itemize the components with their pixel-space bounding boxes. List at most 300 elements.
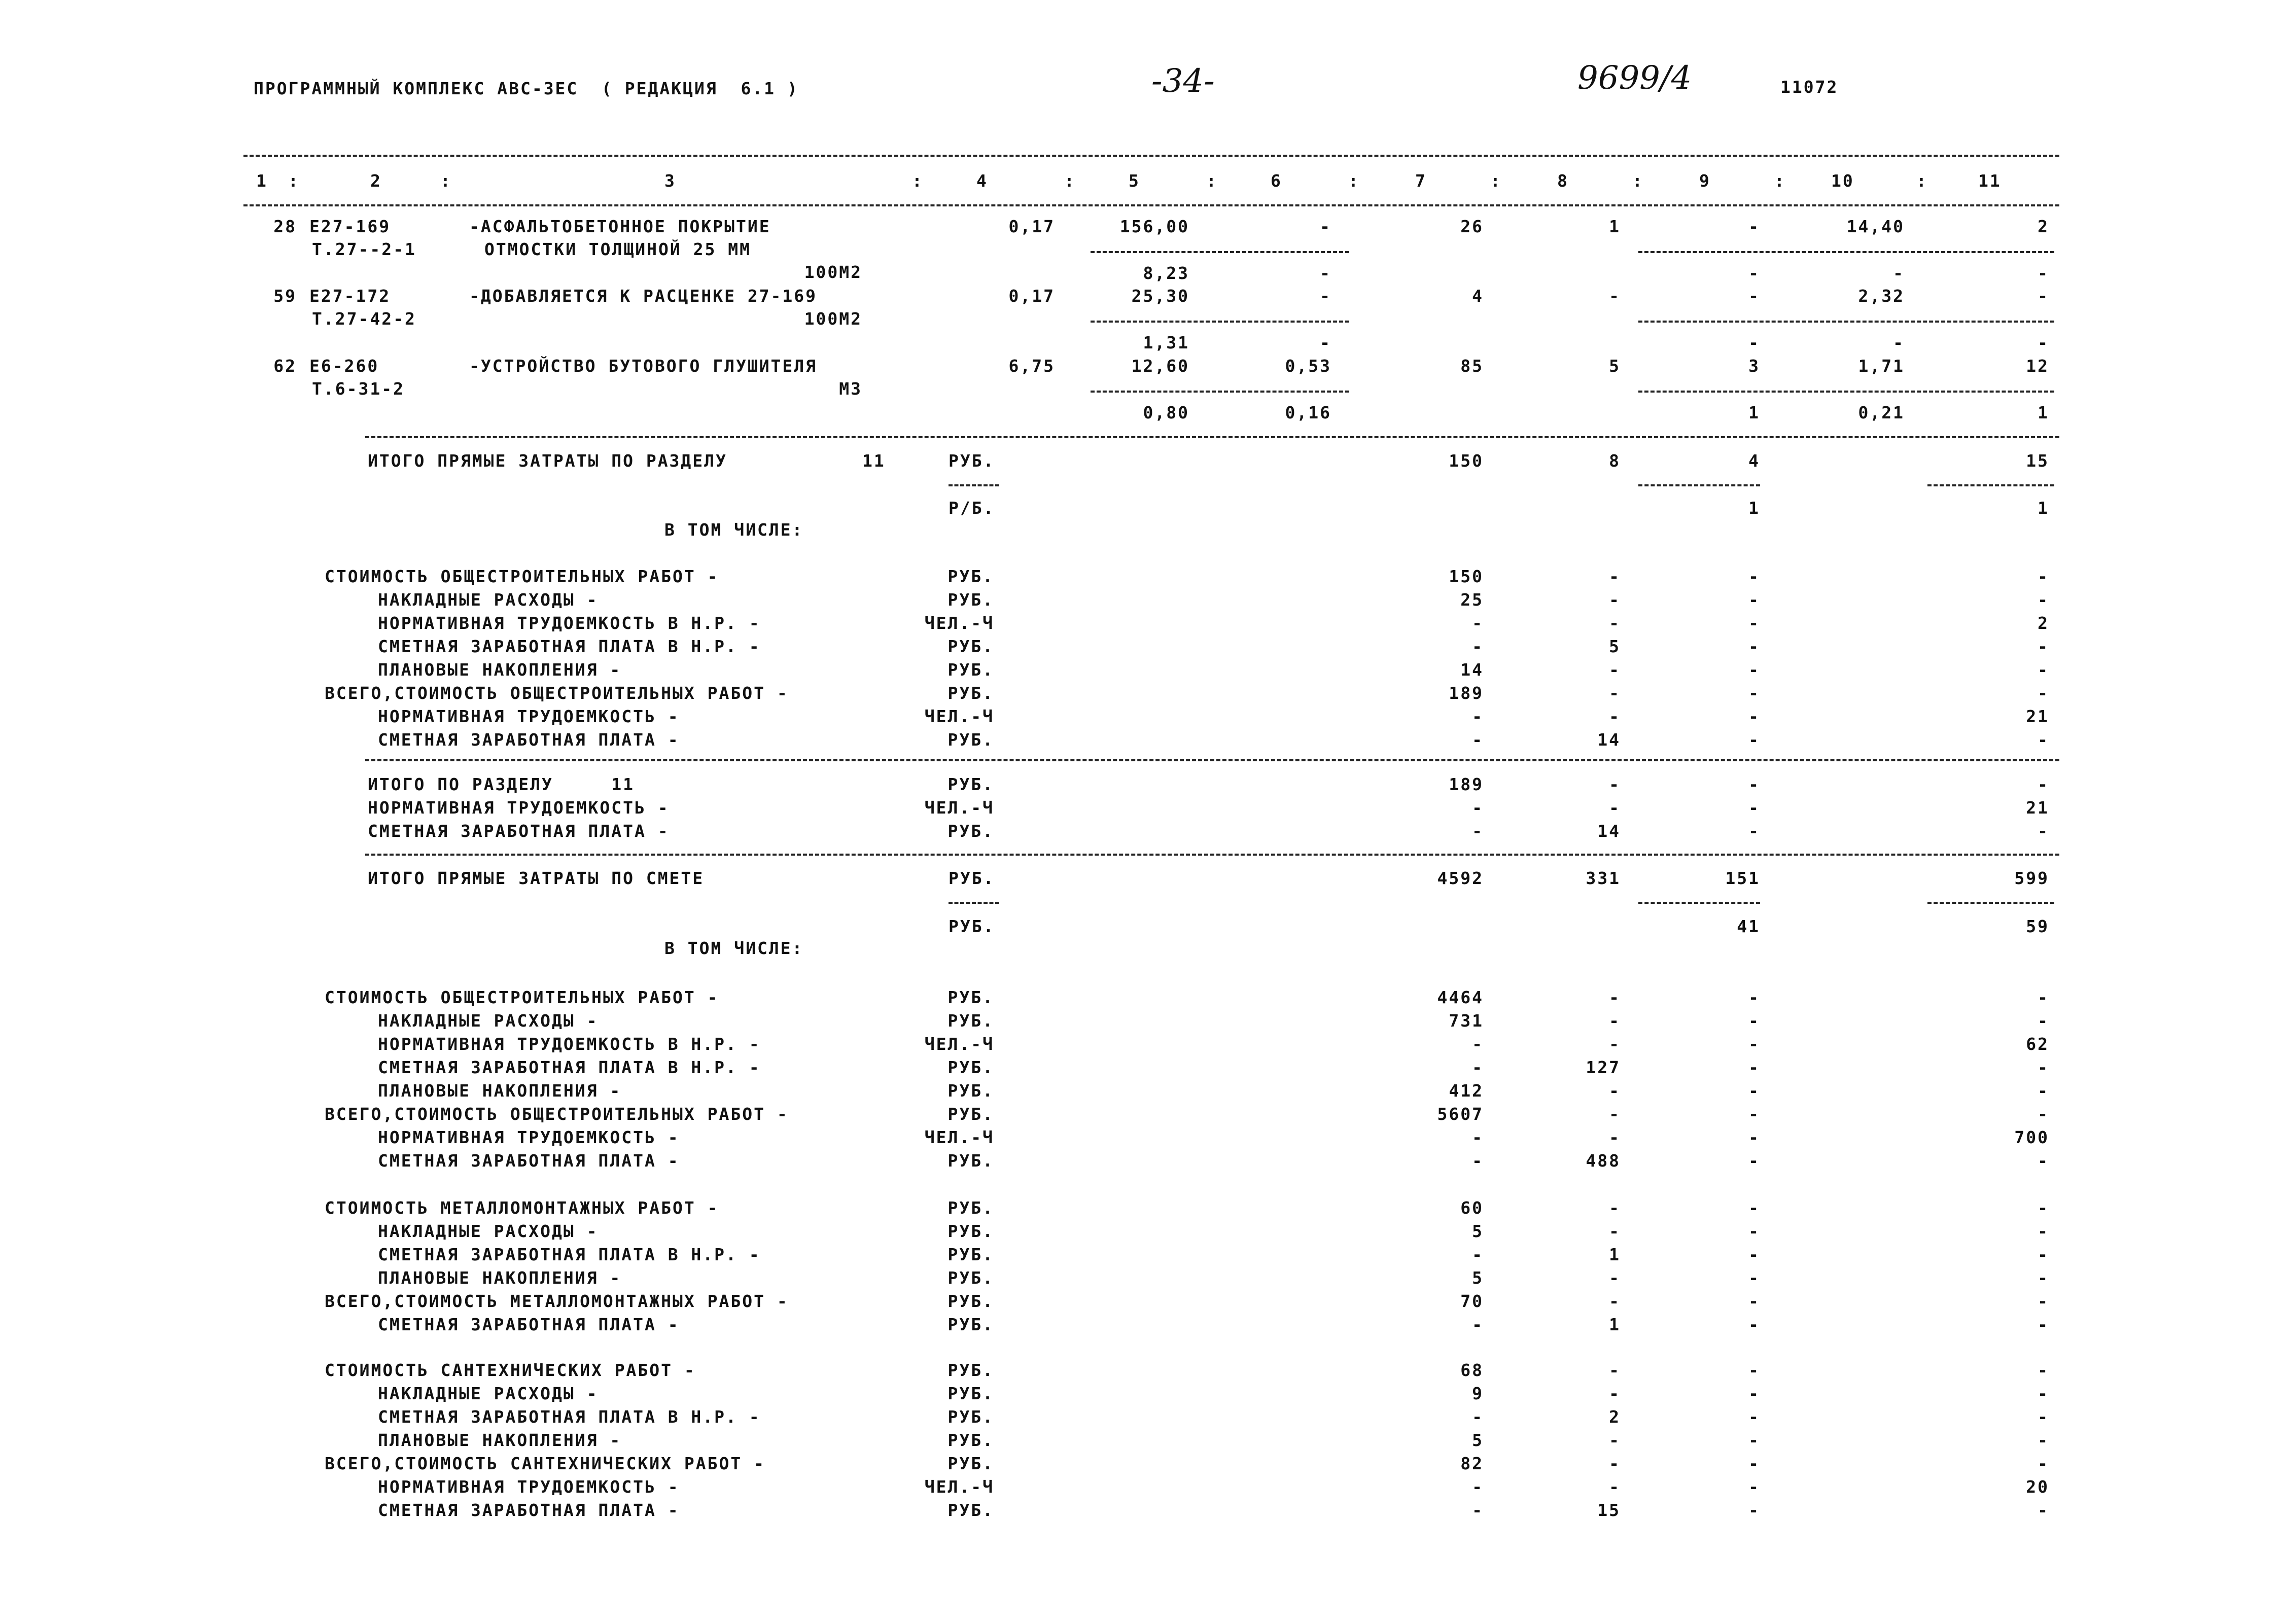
- summary-wage: 14: [1597, 730, 1621, 750]
- item-labor-machine-total: 1: [2038, 403, 2049, 422]
- summary-machine: -: [1748, 707, 1760, 726]
- summary-label: ВСЕГО,СТОИМОСТЬ МЕТАЛЛОМОНТАЖНЫХ РАБОТ -: [325, 1291, 789, 1311]
- col-7: 7: [1415, 171, 1427, 191]
- summary-cost: -: [1472, 730, 1484, 750]
- summary-label: ИТОГО ПО РАЗДЕЛУ 11: [368, 774, 635, 794]
- summary-labor: -: [2038, 590, 2049, 610]
- summary-unit: РУБ.: [948, 821, 994, 841]
- summary-unit: ЧЕЛ.-Ч: [924, 1127, 994, 1147]
- summary-wage: -: [1609, 1268, 1621, 1288]
- item-unit: 100М2: [804, 309, 862, 329]
- summary-cost: -: [1472, 1057, 1484, 1077]
- rule: [1638, 902, 1760, 904]
- summary-unit: РУБ.: [948, 637, 994, 656]
- summary-cost: -: [1472, 1034, 1484, 1054]
- summary-wage: 5: [1609, 637, 1621, 656]
- item-price: 156,00: [1119, 217, 1189, 236]
- item-code: Е27-169: [309, 217, 391, 236]
- summary-unit: ЧЕЛ.-Ч: [924, 613, 994, 633]
- section-total-unit: РУБ.: [949, 451, 995, 471]
- summary-unit: РУБ.: [948, 1315, 994, 1334]
- summary-wage: -: [1609, 683, 1621, 703]
- summary-unit: РУБ.: [948, 774, 994, 794]
- summary-labor: -: [2038, 1081, 2049, 1101]
- item-machine-total: -: [1748, 217, 1760, 236]
- summary-label: НАКЛАДНЫЕ РАСХОДЫ -: [378, 1221, 599, 1241]
- rule: [1638, 391, 2054, 393]
- summary-label: СМЕТНАЯ ЗАРАБОТНАЯ ПЛАТА В Н.Р. -: [378, 1245, 761, 1264]
- summary-labor: -: [2038, 1268, 2049, 1288]
- item-machine-wage: -: [1320, 263, 1331, 283]
- item-description: -УСТРОЙСТВО БУТОВОГО ГЛУШИТЕЛЯ: [469, 356, 818, 376]
- rule: [365, 436, 2059, 438]
- summary-unit: РУБ.: [948, 590, 994, 610]
- item-labor-total: -: [2038, 286, 2049, 306]
- summary-machine: -: [1748, 1500, 1760, 1520]
- item-description-line2: ОТМОСТКИ ТОЛЩИНОЙ 25 ММ: [484, 239, 751, 259]
- item-quantity: 0,17: [1008, 217, 1055, 236]
- summary-cost: -: [1472, 1315, 1484, 1334]
- item-machine-wage-total: -: [1748, 333, 1760, 352]
- col-8: 8: [1557, 171, 1569, 191]
- summary-labor: -: [2038, 730, 2049, 750]
- summary-wage: -: [1609, 987, 1621, 1007]
- summary-label: НОРМАТИВНАЯ ТРУДОЕМКОСТЬ В Н.Р. -: [378, 1034, 761, 1054]
- summary-cost: -: [1472, 798, 1484, 818]
- item-description: -АСФАЛЬТОБЕТОННОЕ ПОКРЫТИЕ: [469, 217, 771, 236]
- item-quantity: 6,75: [1008, 356, 1055, 376]
- page-number: -34-: [1151, 62, 1215, 100]
- summary-unit: РУБ.: [948, 1500, 994, 1520]
- col-9: 9: [1699, 171, 1711, 191]
- item-machine-wage: -: [1320, 333, 1331, 352]
- summary-machine: -: [1748, 590, 1760, 610]
- summary-label: НАКЛАДНЫЕ РАСХОДЫ -: [378, 1384, 599, 1403]
- summary-labor: -: [2038, 774, 2049, 794]
- summary-machine: -: [1748, 1151, 1760, 1171]
- item-machine-total: -: [1748, 286, 1760, 306]
- summary-wage: 2: [1609, 1407, 1621, 1427]
- summary-cost: 68: [1460, 1360, 1484, 1380]
- item-labor: 14,40: [1846, 217, 1905, 236]
- summary-machine: -: [1748, 1268, 1760, 1288]
- summary-unit: РУБ.: [948, 1291, 994, 1311]
- summary-label: НОРМАТИВНАЯ ТРУДОЕМКОСТЬ В Н.Р. -: [378, 613, 761, 633]
- item-labor: 2,32: [1858, 286, 1905, 306]
- document-number: 9699/4: [1577, 59, 1692, 97]
- summary-labor: -: [2038, 1500, 2049, 1520]
- estimate-total-unit: РУБ.: [949, 868, 995, 888]
- summary-label: СМЕТНАЯ ЗАРАБОТНАЯ ПЛАТА -: [378, 1151, 680, 1171]
- summary-labor: 20: [2026, 1477, 2049, 1497]
- item-labor-machine: -: [1893, 263, 1905, 283]
- summary-labor: -: [2038, 987, 2049, 1007]
- summary-unit: РУБ.: [948, 987, 994, 1007]
- summary-wage: -: [1609, 1081, 1621, 1101]
- summary-unit: РУБ.: [948, 1104, 994, 1124]
- summary-machine: -: [1748, 1360, 1760, 1380]
- item-labor-machine-total: -: [2038, 263, 2049, 283]
- summary-unit: РУБ.: [948, 1198, 994, 1218]
- summary-labor: -: [2038, 1454, 2049, 1473]
- summary-labor: -: [2038, 1291, 2049, 1311]
- summary-label: НОРМАТИВНАЯ ТРУДОЕМКОСТЬ -: [378, 1127, 680, 1147]
- summary-labor: -: [2038, 1104, 2049, 1124]
- summary-unit: РУБ.: [948, 1057, 994, 1077]
- summary-cost: 5: [1472, 1221, 1484, 1241]
- estimate-total-cost: 4592: [1437, 868, 1484, 888]
- summary-wage: -: [1609, 1454, 1621, 1473]
- section-total-machine: 4: [1748, 451, 1760, 471]
- section-number: 11: [862, 451, 886, 471]
- summary-label: ПЛАНОВЫЕ НАКОПЛЕНИЯ -: [378, 1268, 622, 1288]
- summary-label: ПЛАНОВЫЕ НАКОПЛЕНИЯ -: [378, 1430, 622, 1450]
- summary-labor: -: [2038, 1430, 2049, 1450]
- summary-labor: -: [2038, 821, 2049, 841]
- summary-label: СМЕТНАЯ ЗАРАБОТНАЯ ПЛАТА -: [378, 730, 680, 750]
- summary-label: ВСЕГО,СТОИМОСТЬ ОБЩЕСТРОИТЕЛЬНЫХ РАБОТ -: [325, 1104, 789, 1124]
- summary-wage: 14: [1597, 821, 1621, 841]
- summary-unit: ЧЕЛ.-Ч: [924, 1477, 994, 1497]
- rule: [1638, 251, 2054, 253]
- summary-machine: -: [1748, 567, 1760, 586]
- summary-label: НОРМАТИВНАЯ ТРУДОЕМКОСТЬ -: [378, 707, 680, 726]
- item-price-wage: 8,23: [1143, 263, 1189, 283]
- item-labor-machine: -: [1893, 333, 1905, 352]
- item-code-ref: Т.6-31-2: [312, 379, 405, 399]
- rule: [949, 902, 999, 904]
- summary-cost: -: [1472, 1245, 1484, 1264]
- item-number: 62: [273, 356, 297, 376]
- item-code-ref: Т.27-42-2: [312, 309, 416, 329]
- estimate-total-label: ИТОГО ПРЯМЫЕ ЗАТРАТЫ ПО СМЕТЕ: [368, 868, 705, 888]
- summary-unit: РУБ.: [948, 1430, 994, 1450]
- summary-machine: -: [1748, 821, 1760, 841]
- summary-labor: -: [2038, 1245, 2049, 1264]
- summary-machine: -: [1748, 613, 1760, 633]
- summary-labor: -: [2038, 1151, 2049, 1171]
- summary-wage: -: [1609, 1034, 1621, 1054]
- rule: [1638, 321, 2054, 323]
- rule: [365, 759, 2059, 761]
- summary-wage: 127: [1586, 1057, 1621, 1077]
- summary-wage: -: [1609, 1198, 1621, 1218]
- summary-labor: -: [2038, 660, 2049, 680]
- summary-label: СТОИМОСТЬ ОБЩЕСТРОИТЕЛЬНЫХ РАБОТ -: [325, 987, 719, 1007]
- program-title: ПРОГРАММНЫЙ КОМПЛЕКС АВС-ЗЕС ( РЕДАКЦИЯ 6.1 ): [254, 79, 799, 98]
- summary-machine: -: [1748, 798, 1760, 818]
- col-1: 1: [256, 171, 268, 191]
- item-total: 4: [1472, 286, 1484, 306]
- item-machine-wage-total: -: [1748, 263, 1760, 283]
- summary-machine: -: [1748, 1291, 1760, 1311]
- item-price-wage: 1,31: [1143, 333, 1189, 352]
- summary-label: СТОИМОСТЬ САНТЕХНИЧЕСКИХ РАБОТ -: [325, 1360, 696, 1380]
- summary-machine: -: [1748, 637, 1760, 656]
- document-code: 11072: [1780, 77, 1839, 97]
- summary-machine: -: [1748, 1011, 1760, 1031]
- summary-label: СМЕТНАЯ ЗАРАБОТНАЯ ПЛАТА -: [378, 1315, 680, 1334]
- summary-unit: РУБ.: [948, 567, 994, 586]
- estimate-total-labor: 599: [2014, 868, 2049, 888]
- rule: [949, 484, 999, 486]
- col-6: 6: [1271, 171, 1282, 191]
- summary-wage: 15: [1597, 1500, 1621, 1520]
- including-heading: В ТОМ ЧИСЛЕ:: [664, 938, 804, 958]
- section-total-machine-2: 1: [1748, 498, 1760, 518]
- item-number: 28: [273, 217, 297, 236]
- summary-machine: -: [1748, 1477, 1760, 1497]
- summary-machine: -: [1748, 1127, 1760, 1147]
- summary-wage: -: [1609, 1104, 1621, 1124]
- summary-cost: 4464: [1437, 987, 1484, 1007]
- summary-machine: -: [1748, 1407, 1760, 1427]
- summary-unit: РУБ.: [948, 1384, 994, 1403]
- summary-label: СМЕТНАЯ ЗАРАБОТНАЯ ПЛАТА В Н.Р. -: [378, 1057, 761, 1077]
- section-total-unit-2: Р/Б.: [949, 498, 995, 518]
- summary-machine: -: [1748, 683, 1760, 703]
- summary-labor: -: [2038, 567, 2049, 586]
- item-labor: 1,71: [1858, 356, 1905, 376]
- summary-unit: РУБ.: [948, 1081, 994, 1101]
- item-unit: 100М2: [804, 262, 862, 282]
- summary-label: СМЕТНАЯ ЗАРАБОТНАЯ ПЛАТА В Н.Р. -: [378, 1407, 761, 1427]
- summary-wage: -: [1609, 660, 1621, 680]
- summary-unit: РУБ.: [948, 1245, 994, 1264]
- summary-machine: -: [1748, 774, 1760, 794]
- item-price: 25,30: [1131, 286, 1189, 306]
- item-price: 12,60: [1131, 356, 1189, 376]
- rule: [1091, 391, 1349, 393]
- summary-labor: -: [2038, 1384, 2049, 1403]
- summary-cost: 150: [1449, 567, 1484, 586]
- rule: [1927, 484, 2054, 486]
- col-11: 11: [1978, 171, 2002, 191]
- item-code: Е6-260: [309, 356, 379, 376]
- estimate-total-unit-2: РУБ.: [949, 916, 995, 936]
- summary-unit: ЧЕЛ.-Ч: [924, 707, 994, 726]
- summary-labor: -: [2038, 1057, 2049, 1077]
- item-price-wage: 0,80: [1143, 403, 1189, 422]
- summary-label: СМЕТНАЯ ЗАРАБОТНАЯ ПЛАТА В Н.Р. -: [378, 637, 761, 656]
- summary-labor: -: [2038, 1407, 2049, 1427]
- item-number: 59: [273, 286, 297, 306]
- item-total: 85: [1460, 356, 1484, 376]
- summary-cost: 9: [1472, 1384, 1484, 1403]
- summary-labor: -: [2038, 637, 2049, 656]
- summary-label: НОРМАТИВНАЯ ТРУДОЕМКОСТЬ -: [368, 798, 670, 818]
- summary-unit: РУБ.: [948, 1011, 994, 1031]
- including-heading: В ТОМ ЧИСЛЕ:: [664, 520, 804, 540]
- col-3: 3: [664, 171, 676, 191]
- summary-cost: 5607: [1437, 1104, 1484, 1124]
- summary-wage: -: [1609, 567, 1621, 586]
- summary-wage: -: [1609, 613, 1621, 633]
- summary-cost: -: [1472, 1127, 1484, 1147]
- item-code: Е27-172: [309, 286, 391, 306]
- col-2: 2: [370, 171, 382, 191]
- rule: [365, 854, 2059, 856]
- summary-label: НОРМАТИВНАЯ ТРУДОЕМКОСТЬ -: [378, 1477, 680, 1497]
- item-labor-total: 2: [2038, 217, 2049, 236]
- col-10: 10: [1831, 171, 1854, 191]
- summary-unit: РУБ.: [948, 1360, 994, 1380]
- estimate-total-wage: 331: [1586, 868, 1621, 888]
- section-total-cost: 150: [1449, 451, 1484, 471]
- summary-cost: 70: [1460, 1291, 1484, 1311]
- summary-machine: -: [1748, 1315, 1760, 1334]
- summary-wage: -: [1609, 707, 1621, 726]
- summary-cost: -: [1472, 1151, 1484, 1171]
- item-machine: -: [1320, 286, 1331, 306]
- summary-cost: 189: [1449, 774, 1484, 794]
- item-machine: 0,53: [1285, 356, 1331, 376]
- summary-labor: 21: [2026, 798, 2049, 818]
- summary-label: ПЛАНОВЫЕ НАКОПЛЕНИЯ -: [378, 1081, 622, 1101]
- summary-machine: -: [1748, 1454, 1760, 1473]
- summary-wage: -: [1609, 1360, 1621, 1380]
- summary-cost: -: [1472, 637, 1484, 656]
- summary-wage: 1: [1609, 1245, 1621, 1264]
- section-total-wage: 8: [1609, 451, 1621, 471]
- summary-machine: -: [1748, 1057, 1760, 1077]
- summary-wage: -: [1609, 798, 1621, 818]
- item-wage-total: 5: [1609, 356, 1621, 376]
- summary-cost: 412: [1449, 1081, 1484, 1101]
- summary-labor: 2: [2038, 613, 2049, 633]
- summary-wage: 488: [1586, 1151, 1621, 1171]
- summary-label: ПЛАНОВЫЕ НАКОПЛЕНИЯ -: [378, 660, 622, 680]
- summary-unit: РУБ.: [948, 660, 994, 680]
- summary-machine: -: [1748, 1221, 1760, 1241]
- summary-machine: -: [1748, 1384, 1760, 1403]
- summary-machine: -: [1748, 1198, 1760, 1218]
- summary-cost: 731: [1449, 1011, 1484, 1031]
- summary-cost: -: [1472, 707, 1484, 726]
- summary-labor: -: [2038, 1360, 2049, 1380]
- summary-wage: -: [1609, 1221, 1621, 1241]
- summary-machine: -: [1748, 660, 1760, 680]
- summary-machine: -: [1748, 987, 1760, 1007]
- item-total: 26: [1460, 217, 1484, 236]
- section-total-labor: 15: [2026, 451, 2049, 471]
- item-machine-wage: 0,16: [1285, 403, 1331, 422]
- section-total-labor-2: 1: [2038, 498, 2049, 518]
- summary-cost: 82: [1460, 1454, 1484, 1473]
- summary-unit: РУБ.: [948, 1151, 994, 1171]
- col-4: 4: [976, 171, 988, 191]
- summary-label: ВСЕГО,СТОИМОСТЬ САНТЕХНИЧЕСКИХ РАБОТ -: [325, 1454, 765, 1473]
- item-unit: М3: [839, 379, 862, 399]
- summary-cost: 14: [1460, 660, 1484, 680]
- estimate-total-labor-2: 59: [2026, 916, 2049, 936]
- summary-unit: РУБ.: [948, 1268, 994, 1288]
- summary-cost: -: [1472, 821, 1484, 841]
- summary-unit: ЧЕЛ.-Ч: [924, 1034, 994, 1054]
- summary-unit: РУБ.: [948, 683, 994, 703]
- item-machine-wage-total: 1: [1748, 403, 1760, 422]
- summary-wage: -: [1609, 1011, 1621, 1031]
- summary-cost: 60: [1460, 1198, 1484, 1218]
- summary-unit: РУБ.: [948, 1221, 994, 1241]
- rule: [1927, 902, 2054, 904]
- summary-wage: -: [1609, 1291, 1621, 1311]
- rule: [1091, 321, 1349, 323]
- summary-cost: 5: [1472, 1268, 1484, 1288]
- summary-unit: РУБ.: [948, 1454, 994, 1473]
- summary-unit: ЧЕЛ.-Ч: [924, 798, 994, 818]
- summary-unit: РУБ.: [948, 730, 994, 750]
- summary-label: СМЕТНАЯ ЗАРАБОТНАЯ ПЛАТА -: [368, 821, 670, 841]
- summary-labor: 21: [2026, 707, 2049, 726]
- rule: [243, 155, 2059, 157]
- summary-wage: -: [1609, 1477, 1621, 1497]
- summary-machine: -: [1748, 1081, 1760, 1101]
- summary-machine: -: [1748, 1245, 1760, 1264]
- summary-wage: 1: [1609, 1315, 1621, 1334]
- item-quantity: 0,17: [1008, 286, 1055, 306]
- item-labor-machine-total: -: [2038, 333, 2049, 352]
- estimate-total-machine-2: 41: [1737, 916, 1760, 936]
- summary-labor: -: [2038, 1198, 2049, 1218]
- item-code-ref: Т.27--2-1: [312, 239, 416, 259]
- summary-label: НАКЛАДНЫЕ РАСХОДЫ -: [378, 590, 599, 610]
- summary-cost: 189: [1449, 683, 1484, 703]
- summary-labor: -: [2038, 1315, 2049, 1334]
- summary-cost: 25: [1460, 590, 1484, 610]
- document-page: ПРОГРАММНЫЙ КОМПЛЕКС АВС-ЗЕС ( РЕДАКЦИЯ 6.1 ) -34- 9699/4 11072 1 2 3 4 5 6 7 8 9 10 11 : : : : : : : : : : 28 Е27-169 Т.27--2-1 -АСФАЛЬТОБЕТОННОЕ ПОКРЫТИЕ ОТМОСТКИ ТОЛЩИНОЙ 25 ММ 100М2 0,17 156,00 8,23 - - 26 1 - - 14,40 - 2 - 59 Е27-172 Т.27-42-2 -ДОБАВЛЯЕТСЯ К РАСЦЕНКЕ 27-169 100М2 0,17 25,30 1,31 - - 4 - - - 2,32 - - - 62 Е6-260 Т.6-31-2 -УСТРОЙСТВО БУТОВОГО ГЛУШИТЕЛЯ М3 6,75 12,60 0,80 0,53 0,16 85 5 3 1 1,71 0,21 12 1 ИТОГО ПРЯМЫЕ ЗАТРАТЫ ПО РАЗДЕЛУ 11 РУБ. Р/Б. 150 8 4 1 15 1 В ТОМ ЧИСЛЕ: СТОИМОСТЬ ОБЩЕСТРОИТЕЛЬНЫХ РАБОТ - РУБ. 150 - - - НАКЛАДНЫЕ РАСХОДЫ - РУБ. 25 - - - НОРМАТИВНАЯ ТРУДОЕМКОСТЬ В Н.Р. - ЧЕЛ.-Ч - - - 2 СМЕТНАЯ ЗАРАБОТНАЯ ПЛАТА В Н.Р. - РУБ. - 5 - - ПЛАНОВЫЕ НАКОПЛЕНИЯ - РУБ. 14 - - - ВСЕГО,СТОИМОСТЬ ОБЩЕСТРОИТЕЛЬНЫХ РАБОТ - РУБ. 189 - - - НОРМАТИВНАЯ ТРУДОЕМКОСТЬ - ЧЕЛ.-Ч - - - 21 СМЕТНАЯ ЗАРАБОТНАЯ ПЛАТА - РУБ. - 14 - - ИТОГО ПО РАЗДЕЛУ 11 РУБ. 189 - - - НОРМАТИВНАЯ ТРУДОЕМКОСТЬ - ЧЕЛ.-Ч - - - 21 СМЕТНАЯ ЗАРАБОТНАЯ ПЛАТА - РУБ. - 14 - - ИТОГО ПРЯМЫЕ ЗАТРАТЫ ПО СМЕТЕ РУБ. РУБ. 4592 331 151 41 599 59 В ТОМ ЧИСЛЕ: СТОИМОСТЬ ОБЩЕСТРОИТЕЛЬНЫХ РАБОТ - РУБ. 4464 - - - НАКЛАДНЫЕ РАСХОДЫ - РУБ. 731 - - - НОРМАТИВНАЯ ТРУДОЕМКОСТЬ В Н.Р. - ЧЕЛ.-Ч - - - 62 СМЕТНАЯ ЗАРАБОТНАЯ ПЛАТА В Н.Р. - РУБ. - 127 - - ПЛАНОВЫЕ НАКОПЛЕНИЯ - РУБ. 412 - - - ВСЕГО,СТОИМОСТЬ ОБЩЕСТРОИТЕЛЬНЫХ РАБОТ - РУБ. 5607 - - - НОРМАТИВНАЯ ТРУДОЕМКОСТЬ - ЧЕЛ.-Ч - - - 700 СМЕТНАЯ ЗАРАБОТНАЯ ПЛАТА - РУБ. - 488 - - СТОИМОСТЬ МЕТАЛЛОМОНТАЖНЫХ РАБОТ - РУБ. 60 - - - НАКЛАДНЫЕ РАСХОДЫ - РУБ. 5 - - - СМЕТНАЯ ЗАРАБОТНАЯ ПЛАТА В Н.Р. - РУБ. - 1 - - ПЛАНОВЫЕ НАКОПЛЕНИЯ - РУБ. 5 - - - ВСЕГО,СТОИМОСТЬ МЕТАЛЛОМОНТАЖНЫХ РАБОТ - РУБ. 70 - - - СМЕТНАЯ ЗАРАБОТНАЯ ПЛАТА - РУБ. - 1 - - СТОИМОСТЬ САНТЕХНИЧЕСКИХ РАБОТ - РУБ. 68 - - - НАКЛАДНЫЕ РАСХОДЫ - РУБ. 9 - - - СМЕТНАЯ ЗАРАБОТНАЯ ПЛАТА В Н.Р. - РУБ. - 2 - - ПЛАНОВЫЕ НАКОПЛЕНИЯ - РУБ. 5 - - - ВСЕГО,СТОИМОСТЬ САНТЕХНИЧЕСКИХ РАБОТ - РУБ. 82 - - - НОРМАТИВНАЯ ТРУДОЕМКОСТЬ - ЧЕЛ.-Ч - - - 20 СМЕТНАЯ ЗАРАБОТНАЯ ПЛАТА - РУБ. - 15 - -: [0, 0, 2281, 1624]
- summary-machine: -: [1748, 1034, 1760, 1054]
- summary-label: НАКЛАДНЫЕ РАСХОДЫ -: [378, 1011, 599, 1031]
- rule: [243, 204, 2059, 206]
- item-wage-total: -: [1609, 286, 1621, 306]
- section-total-label: ИТОГО ПРЯМЫЕ ЗАТРАТЫ ПО РАЗДЕЛУ: [368, 451, 727, 471]
- item-machine: -: [1320, 217, 1331, 236]
- summary-wage: -: [1609, 590, 1621, 610]
- summary-wage: -: [1609, 1430, 1621, 1450]
- summary-unit: РУБ.: [948, 1407, 994, 1427]
- summary-label: СТОИМОСТЬ ОБЩЕСТРОИТЕЛЬНЫХ РАБОТ -: [325, 567, 719, 586]
- summary-cost: 5: [1472, 1430, 1484, 1450]
- item-labor-machine: 0,21: [1858, 403, 1905, 422]
- summary-cost: -: [1472, 613, 1484, 633]
- summary-wage: -: [1609, 774, 1621, 794]
- summary-wage: -: [1609, 1384, 1621, 1403]
- summary-label: СМЕТНАЯ ЗАРАБОТНАЯ ПЛАТА -: [378, 1500, 680, 1520]
- summary-label: СТОИМОСТЬ МЕТАЛЛОМОНТАЖНЫХ РАБОТ -: [325, 1198, 719, 1218]
- rule: [1091, 251, 1349, 253]
- summary-cost: -: [1472, 1407, 1484, 1427]
- summary-labor: 700: [2014, 1127, 2049, 1147]
- summary-cost: -: [1472, 1500, 1484, 1520]
- item-description: -ДОБАВЛЯЕТСЯ К РАСЦЕНКЕ 27-169: [469, 286, 818, 306]
- summary-label: ВСЕГО,СТОИМОСТЬ ОБЩЕСТРОИТЕЛЬНЫХ РАБОТ -: [325, 683, 789, 703]
- summary-labor: 62: [2026, 1034, 2049, 1054]
- rule: [1638, 484, 1760, 486]
- item-machine-total: 3: [1748, 356, 1760, 376]
- item-labor-total: 12: [2026, 356, 2049, 376]
- estimate-total-machine: 151: [1725, 868, 1760, 888]
- summary-labor: -: [2038, 1011, 2049, 1031]
- summary-wage: -: [1609, 1127, 1621, 1147]
- summary-machine: -: [1748, 730, 1760, 750]
- summary-labor: -: [2038, 683, 2049, 703]
- summary-labor: -: [2038, 1221, 2049, 1241]
- col-5: 5: [1129, 171, 1140, 191]
- item-wage-total: 1: [1609, 217, 1621, 236]
- summary-machine: -: [1748, 1104, 1760, 1124]
- summary-machine: -: [1748, 1430, 1760, 1450]
